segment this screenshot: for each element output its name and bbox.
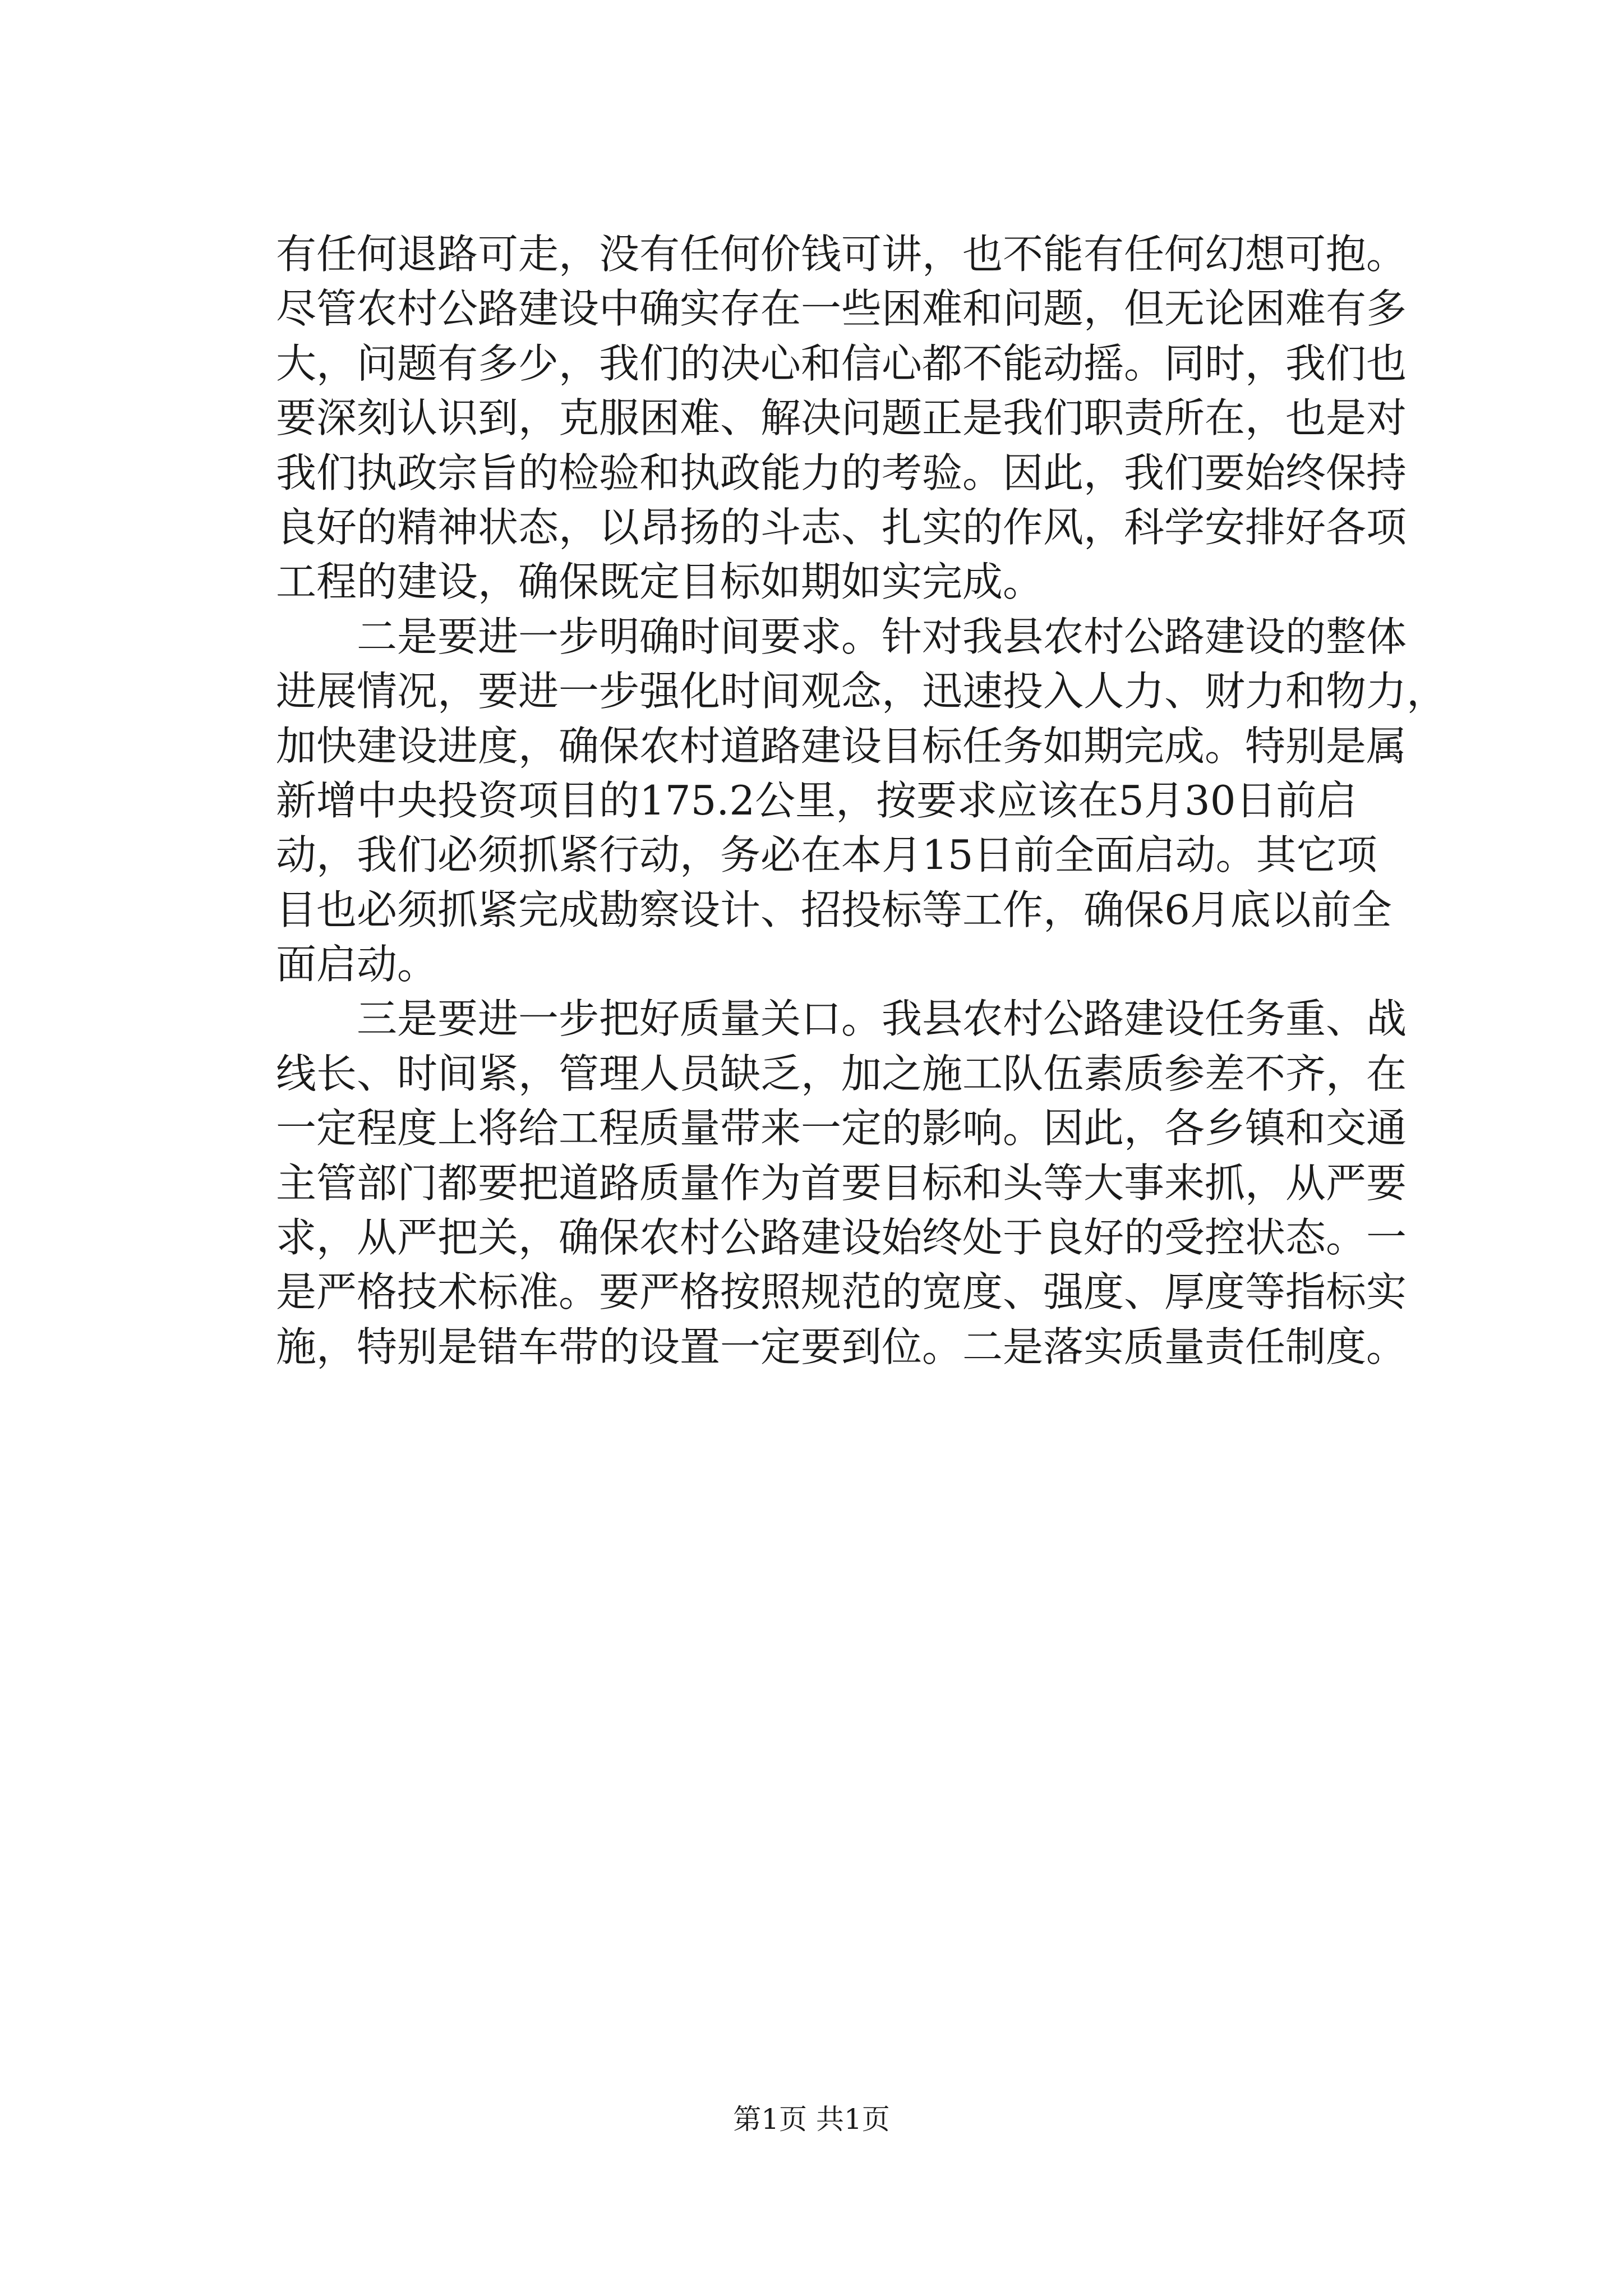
text-line: 主管部门都要把道路质量作为首要目标和头等大事来抓，从严要 <box>276 1159 1407 1207</box>
text-line: 加快建设进度，确保农村道路建设目标任务如期完成。特别是属 <box>276 722 1407 770</box>
text-line: 要深刻认识到，克服困难、解决问题正是我们职责所在，也是对 <box>276 394 1407 442</box>
text-line: 动，我们必须抓紧行动，务必在本月15日前全面启动。其它项 <box>276 831 1377 879</box>
text-line: 面启动。 <box>276 941 438 988</box>
text-line: 有任何退路可走，没有任何价钱可讲，也不能有任何幻想可抱。 <box>276 231 1407 278</box>
text-line: 新增中央投资项目的175.2公里，按要求应该在5月30日前启 <box>276 776 1357 824</box>
text-line: 施，特别是错车带的设置一定要到位。二是落实质量责任制度。 <box>276 1323 1407 1370</box>
text-line: 我们执政宗旨的检验和执政能力的考验。因此，我们要始终保持 <box>276 449 1407 496</box>
text-line: 是严格技术标准。要严格按照规范的宽度、强度、厚度等指标实 <box>276 1268 1407 1316</box>
text-line: 求，从严把关，确保农村公路建设始终处于良好的受控状态。一 <box>276 1214 1407 1262</box>
page-number-footer: 第1页 共1页 <box>733 2103 890 2136</box>
text-line: 二是要进一步明确时间要求。针对我县农村公路建设的整体 <box>276 613 1407 660</box>
text-line: 一定程度上将给工程质量带来一定的影响。因此，各乡镇和交通 <box>276 1105 1407 1152</box>
text-line: 工程的建设，确保既定目标如期如实完成。 <box>276 558 1044 606</box>
text-line: 大，问题有多少，我们的决心和信心都不能动摇。同时，我们也 <box>276 339 1407 387</box>
body-text <box>276 227 1447 1374</box>
text-line: 三是要进一步把好质量关口。我县农村公路建设任务重、战 <box>276 995 1407 1043</box>
text-line: 良好的精神状态，以昂扬的斗志、扎实的作风，科学安排好各项 <box>276 503 1407 551</box>
text-line: 进展情况，要进一步强化时间观念，迅速投入人力、财力和物力， <box>276 668 1447 715</box>
text-line: 目也必须抓紧完成勘察设计、招投标等工作，确保6月底以前全 <box>276 886 1392 933</box>
text-line: 线长、时间紧，管理人员缺乏，加之施工队伍素质参差不齐，在 <box>276 1050 1407 1097</box>
text-line: 尽管农村公路建设中确实存在一些困难和问题，但无论困难有多 <box>276 285 1407 333</box>
